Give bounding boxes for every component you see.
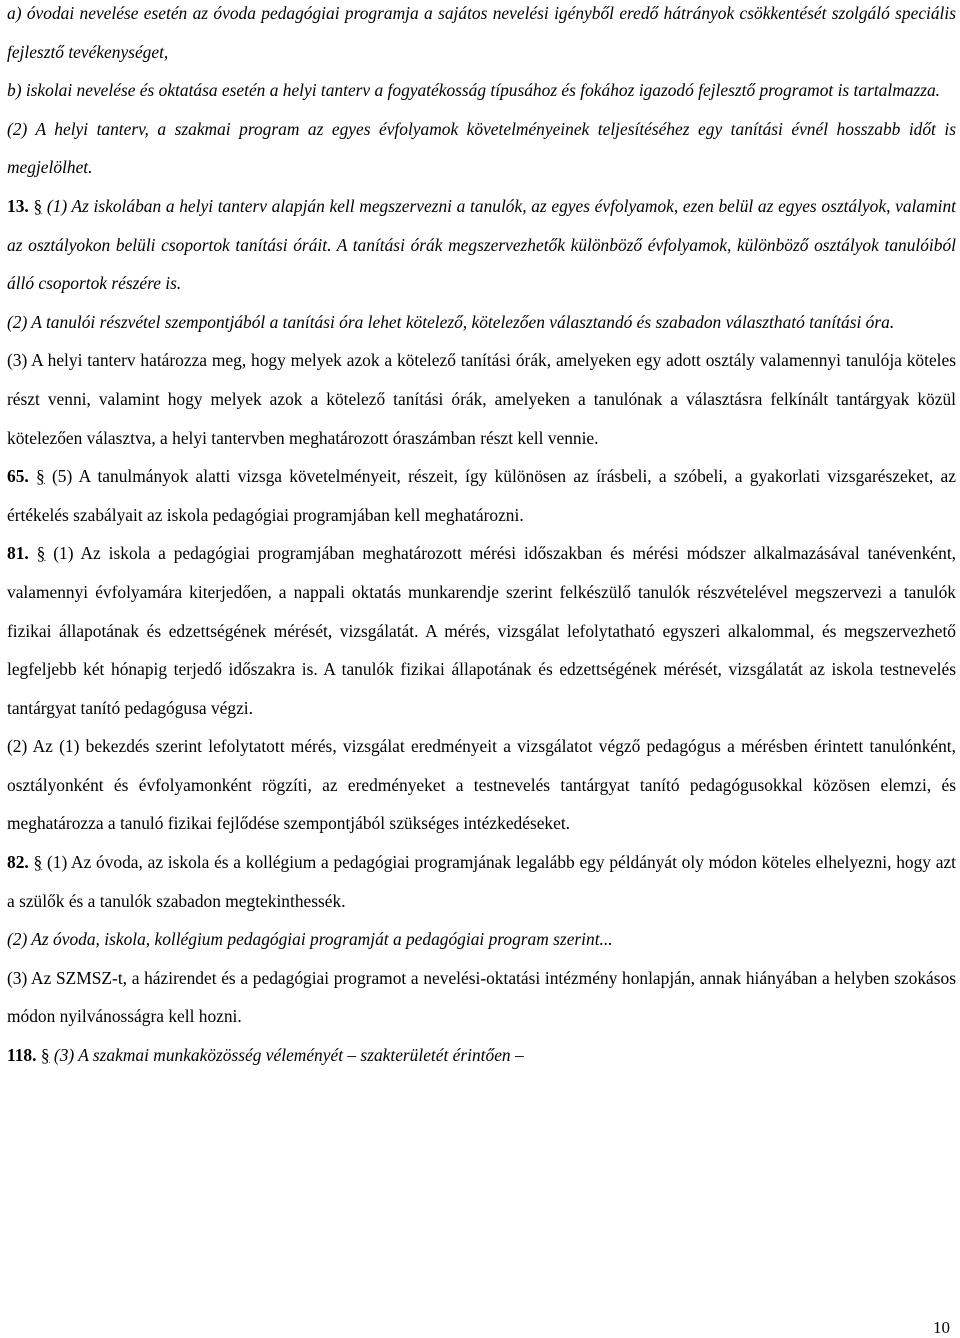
document-page xyxy=(7,0,956,1075)
section-sign-65: § xyxy=(36,466,45,487)
section-number-82: 82. xyxy=(7,852,29,873)
section-sign-118: § xyxy=(40,1045,50,1066)
section-number-13: 13. xyxy=(7,195,29,216)
paragraph-82-3: (3) Az SZMSZ-t, a házirendet és a pedagógiai programot a nevelési-oktatási intézmény honlapján, annak hiányában a helyben szokásos módon nyilvánosságra kell hozni. xyxy=(7,967,956,1027)
paragraph-82-1 xyxy=(7,843,956,920)
paragraph-81-1-text: (1) Az iskola a pedagógiai programjában meghatározott mérési időszakban és mérési módszer alkalmazásával tanévenként, valamennyi évfolyamára kiterjedően, a nappali oktatás munkarendje szerint felkészülő tanulók részvételével megszervezi a tanulók fizikai állapotának és edzettségének mérését, vizsgálatát. A mérés, vizsgálat lefolytatható egyszeri alkalommal, és megszervezhető legfeljebb két hónapig terjedő időszakra is. A tanulók fizikai állapotának és edzettségének mérését, vizsgálatát az iskola testnevelés tantárgyat tanító pedagógusa végzi. xyxy=(7,543,956,718)
paragraph-118-3-text: (3) A szakmai munkaközösség véleményét – szakterületét érintően – xyxy=(53,1045,524,1066)
paragraph-65-5 xyxy=(7,457,956,534)
paragraph-13-1 xyxy=(7,187,956,303)
paragraph-65-5-text: (5) A tanulmányok alatti vizsga követelményeit, részeit, így különösen az írásbeli, a szóbeli, a gyakorlati vizsgarészeket, az értékelés szabályait az iskola pedagógiai programjában kell meghatározni. xyxy=(7,466,956,525)
paragraph-82-1-text: (1) Az óvoda, az iskola és a kollégium a pedagógiai programjának legalább egy példányát oly módon köteles elhelyezni, hogy azt a szülők és a tanulók szabadon megtekinthessék. xyxy=(7,852,956,911)
page-number: 10 xyxy=(933,1318,950,1337)
section-number-118: 118. xyxy=(7,1045,37,1066)
section-number-81: 81. xyxy=(7,543,29,564)
paragraph-b: b) iskolai nevelése és oktatása esetén a helyi tanterv a fogyatékosság típusához és fokához igazodó fejlesztő programot is tartalmazza. xyxy=(7,80,941,101)
section-sign-13: § xyxy=(33,195,43,216)
paragraph-a: a) óvodai nevelése esetén az óvoda pedagógiai programja a sajátos nevelési igényből eredő hátrányok csökkentését szolgáló speciális fejlesztő tevékenységet, xyxy=(7,3,956,62)
paragraph-81-2: (2) Az (1) bekezdés szerint lefolytatott mérés, vizsgálat eredményeit a vizsgálatot végző pedagógus a mérésben érintett tanulónként, osztályonként és évfolyamonként rögzíti, az eredményeket a testnevelés tantárgyat tanító pedagógusokkal közösen elemzi, és meghatározza a tanuló fizikai fejlődése szempontjából szükséges intézkedéseket. xyxy=(7,736,956,834)
section-sign-81: § xyxy=(36,543,46,564)
paragraph-12-2: (2) A helyi tanterv, a szakmai program az egyes évfolyamok követelményeinek teljesítéséhez egy tanítási évnél hosszabb időt is megjelölhet. xyxy=(7,118,956,178)
paragraph-81-1 xyxy=(7,534,956,727)
paragraph-13-3: (3) A helyi tanterv határozza meg, hogy melyek azok a kötelező tanítási órák, amelyeken egy adott osztály valamennyi tanulója köteles részt venni, valamint hogy melyek azok a kötelező tanítási órák, amelyeken a tanulónak a választásra felkínált tantárgyak közül kötelezően választva, a helyi tantervben meghatározott óraszámban részt kell vennie. xyxy=(7,350,956,448)
paragraph-118-3 xyxy=(7,1036,956,1075)
section-sign-82: § xyxy=(33,852,43,873)
paragraph-13-1-text: (1) Az iskolában a helyi tanterv alapján kell megszervezni a tanulók, az egyes évfolyamok, ezen belül az egyes osztályok, valamint az osztályokon belüli csoportok tanítási óráit. A tanítási órák megszervezhetők különböző évfolyamok, különböző osztályok tanulóiból álló csoportok részére is. xyxy=(7,195,956,294)
paragraph-13-2: (2) A tanulói részvétel szempontjából a tanítási óra lehet kötelező, kötelezően választandó és szabadon választható tanítási óra. xyxy=(7,311,895,332)
section-number-65: 65. xyxy=(7,466,29,487)
paragraph-82-2: (2) Az óvoda, iskola, kollégium pedagógiai programját a pedagógiai program szerint... xyxy=(7,929,613,950)
